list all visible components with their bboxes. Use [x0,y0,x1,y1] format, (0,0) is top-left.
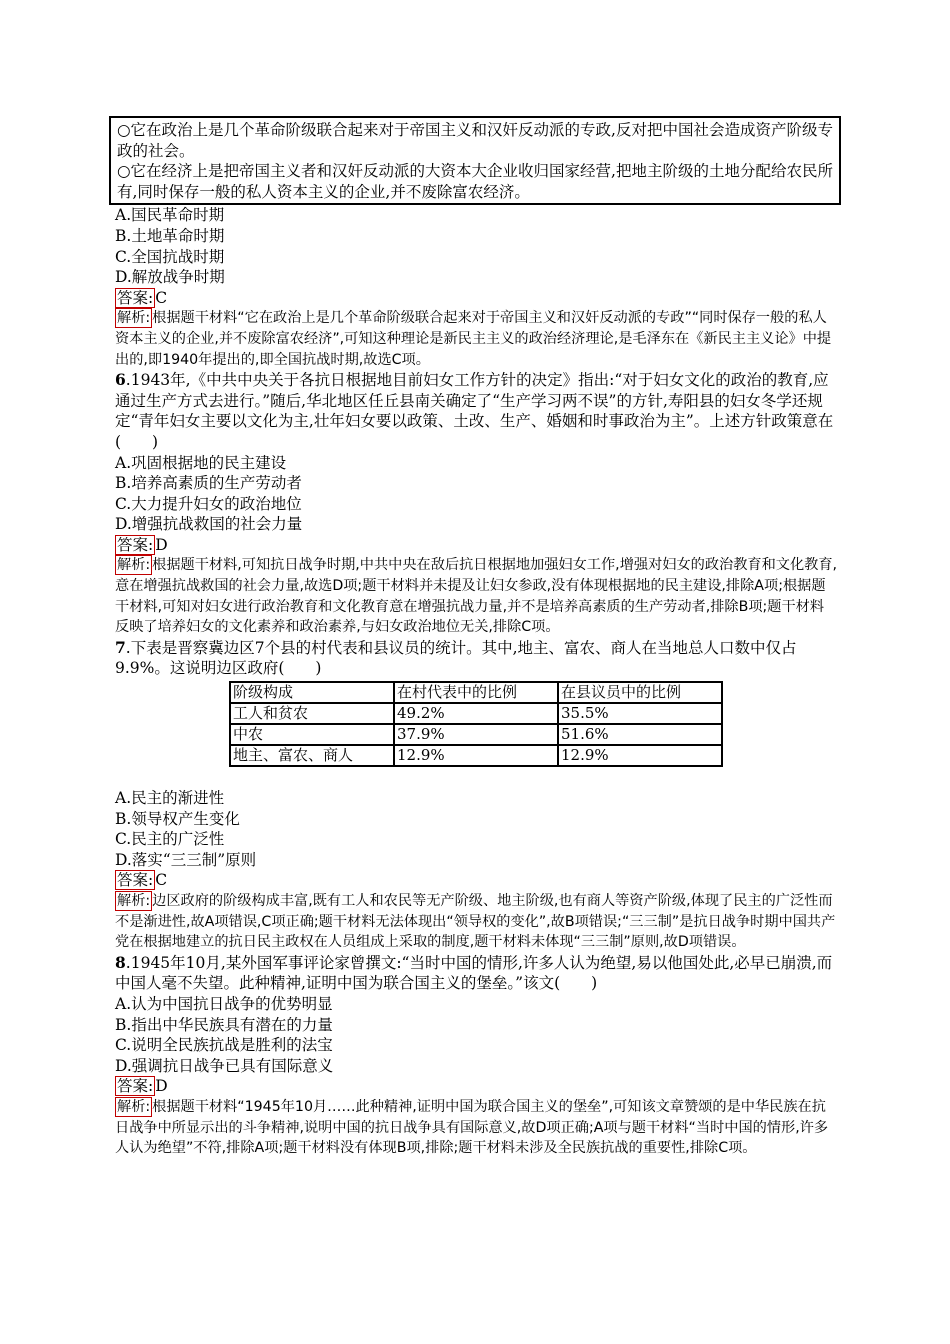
table-cell: 37.9% [394,724,558,745]
table-cell: 49.2% [394,703,558,724]
answer-tag: 答案: [117,535,154,554]
option-d: D.强调抗日战争已具有国际意义 [115,1056,334,1075]
question-number: 7 [115,637,126,657]
analysis-line [115,308,837,370]
answer-value: D [155,535,168,554]
question-text: .下表是晋察冀边区7个县的村代表和县议员的统计。其中,地主、富农、商人在当地总人口数中仅占9.9%。这说明边区政府( ) [115,638,797,678]
option-b: B.土地革命时期 [115,226,225,245]
table-cell: 35.5% [558,703,722,724]
table-row [230,724,722,745]
analysis-line [115,555,837,637]
statistics-table [229,681,723,767]
option-b: B.培养高素质的生产劳动者 [115,474,302,493]
table-cell: 地主、富农、商人 [230,745,394,766]
question-text: .1945年10月,某外国军事评论家曾撰文:“当时中国的情形,许多人认为绝望,易以他国处此,必早已崩溃,而中国人毫不失望。此种精神,证明中国为联合国主义的堡垒。”该文( ) [115,953,833,993]
table-cell: 工人和贫农 [230,703,394,724]
option-a: A.认为中国抗日战争的优势明显 [115,994,333,1013]
answer-value: C [155,288,168,307]
answer-tag: 答案: [117,871,154,890]
analysis-tag: 解析: [117,310,151,327]
table-cell: 中农 [230,724,394,745]
question-text: .1943年,《中共中央关于各抗日根据地目前妇女工作方针的决定》指出:“对于妇女文化的政治的教育,应通过生产方式去进行。”随后,华北地区任丘县南关确定了“生产学习两不误”的方针,寿阳县的妇女冬学还规定“青年妇女主要以文化为主,壮年妇女要以政策、土改、生产、婚姻和时事政治为主”。上述方针政策意在( ) [115,371,834,451]
analysis-tag: 解析: [117,557,151,574]
table-row [230,703,722,724]
table-cell: 12.9% [394,745,558,766]
question-stem [115,370,837,452]
table-header-cell: 在村代表中的比例 [394,682,558,703]
option-a: A.国民革命时期 [115,206,225,225]
question-stem [115,953,837,994]
option-d: D.落实“三三制”原则 [115,850,257,869]
option-a: A.民主的渐进性 [115,789,225,808]
option-c: C.民主的广泛性 [115,830,225,849]
answer-value: C [155,871,168,890]
analysis-tag: 解析: [117,893,151,909]
table-header-cell: 阶级构成 [230,682,394,703]
answer-tag: 答案: [117,288,154,307]
table-row [230,745,722,766]
table-cell: 51.6% [558,724,722,745]
answer-line [115,870,837,891]
material-text: ○它在政治上是几个革命阶级联合起来对于帝国主义和汉奸反动派的专政,反对把中国社会造成资产阶级专政的社会。 [117,121,833,160]
option-c: C.全国抗战时期 [115,247,225,266]
option-d: D.解放战争时期 [115,268,225,287]
table-header-cell: 在县议员中的比例 [558,682,722,703]
answer-value: D [155,1077,168,1096]
table-header-row [230,682,722,703]
option-c: C.说明全民族抗战是胜利的法宝 [115,1036,333,1055]
question-number: 8 [115,952,126,972]
analysis-text: 根据题干材料,可知抗日战争时期,中共中央在敌后抗日根据地加强妇女工作,增强对妇女的政治教育和文化教育,意在增强抗战救国的社会力量,故选D项;题干材料并未提及让妇女参政,没有体现根据地的民主建设,排除A项;根据题干材料,可知对妇女进行政治教育和文化教育意在增强抗战力量,并不是培养高素质的生产劳动者,排除B项;题干材料反映了培养妇女的文化素养和政治素养,与妇女政治地位无关,排除C项。 [115,557,838,636]
answer-line [115,288,837,309]
answer-tag: 答案: [117,1077,154,1096]
analysis-text: 边区政府的阶级构成丰富,既有工人和农民等无产阶级、地主阶级,也有商人等资产阶级,体现了民主的广泛性而不是渐进性,故A项错误,C项正确;题干材料无法体现出“领导权的变化”,故B项错误;“三三制”是抗日战争时期中国共产党在根据地建立的抗日民主政权在人员组成上采取的制度,题干材料未体现“三三制”原则,故D项错误。 [115,893,836,951]
answer-line [115,535,837,556]
option-d: D.增强抗战救国的社会力量 [115,515,303,534]
exam-page [115,116,837,1159]
question-number: 6 [115,370,126,390]
spacer [115,767,837,788]
question-stem [115,638,837,679]
option-b: B.指出中华民族具有潜在的力量 [115,1015,333,1034]
option-a: A.巩固根据地的民主建设 [115,453,287,472]
analysis-line [115,1097,837,1159]
option-c: C.大力提升妇女的政治地位 [115,494,302,513]
analysis-text: 根据题干材料“它在政治上是几个革命阶级联合起来对于帝国主义和汉奸反动派的专政”“同时保存一般的私人资本主义的企业,并不废除富农经济”,可知这种理论是新民主主义的政治经济理论,是毛泽东在《新民主主义论》中提出的,即1940年提出的,即全国抗战时期,故选C项。 [115,310,832,368]
analysis-line [115,891,837,953]
analysis-tag: 解析: [117,1098,151,1115]
analysis-text: 根据题干材料“1945年10月……此种精神,证明中国为联合国主义的堡垒”,可知该文章赞颂的是中华民族在抗日战争中所显示出的斗争精神,说明中国的抗日战争具有国际意义,故D项正确;A项与题干材料“当时中国的情形,许多人认为绝望”不符,排除A项;题干材料没有体现B项,排除;题干材料未涉及全民族抗战的重要性,排除C项。 [115,1098,829,1157]
answer-line [115,1076,837,1097]
option-b: B.领导权产生变化 [115,809,240,828]
material-box [109,116,841,205]
material-text: ○它在经济上是把帝国主义者和汉奸反动派的大资本大企业收归国家经营,把地主阶级的土地分配给农民所有,同时保存一般的私人资本主义的企业,并不废除富农经济。 [117,162,833,201]
table-cell: 12.9% [558,745,722,766]
